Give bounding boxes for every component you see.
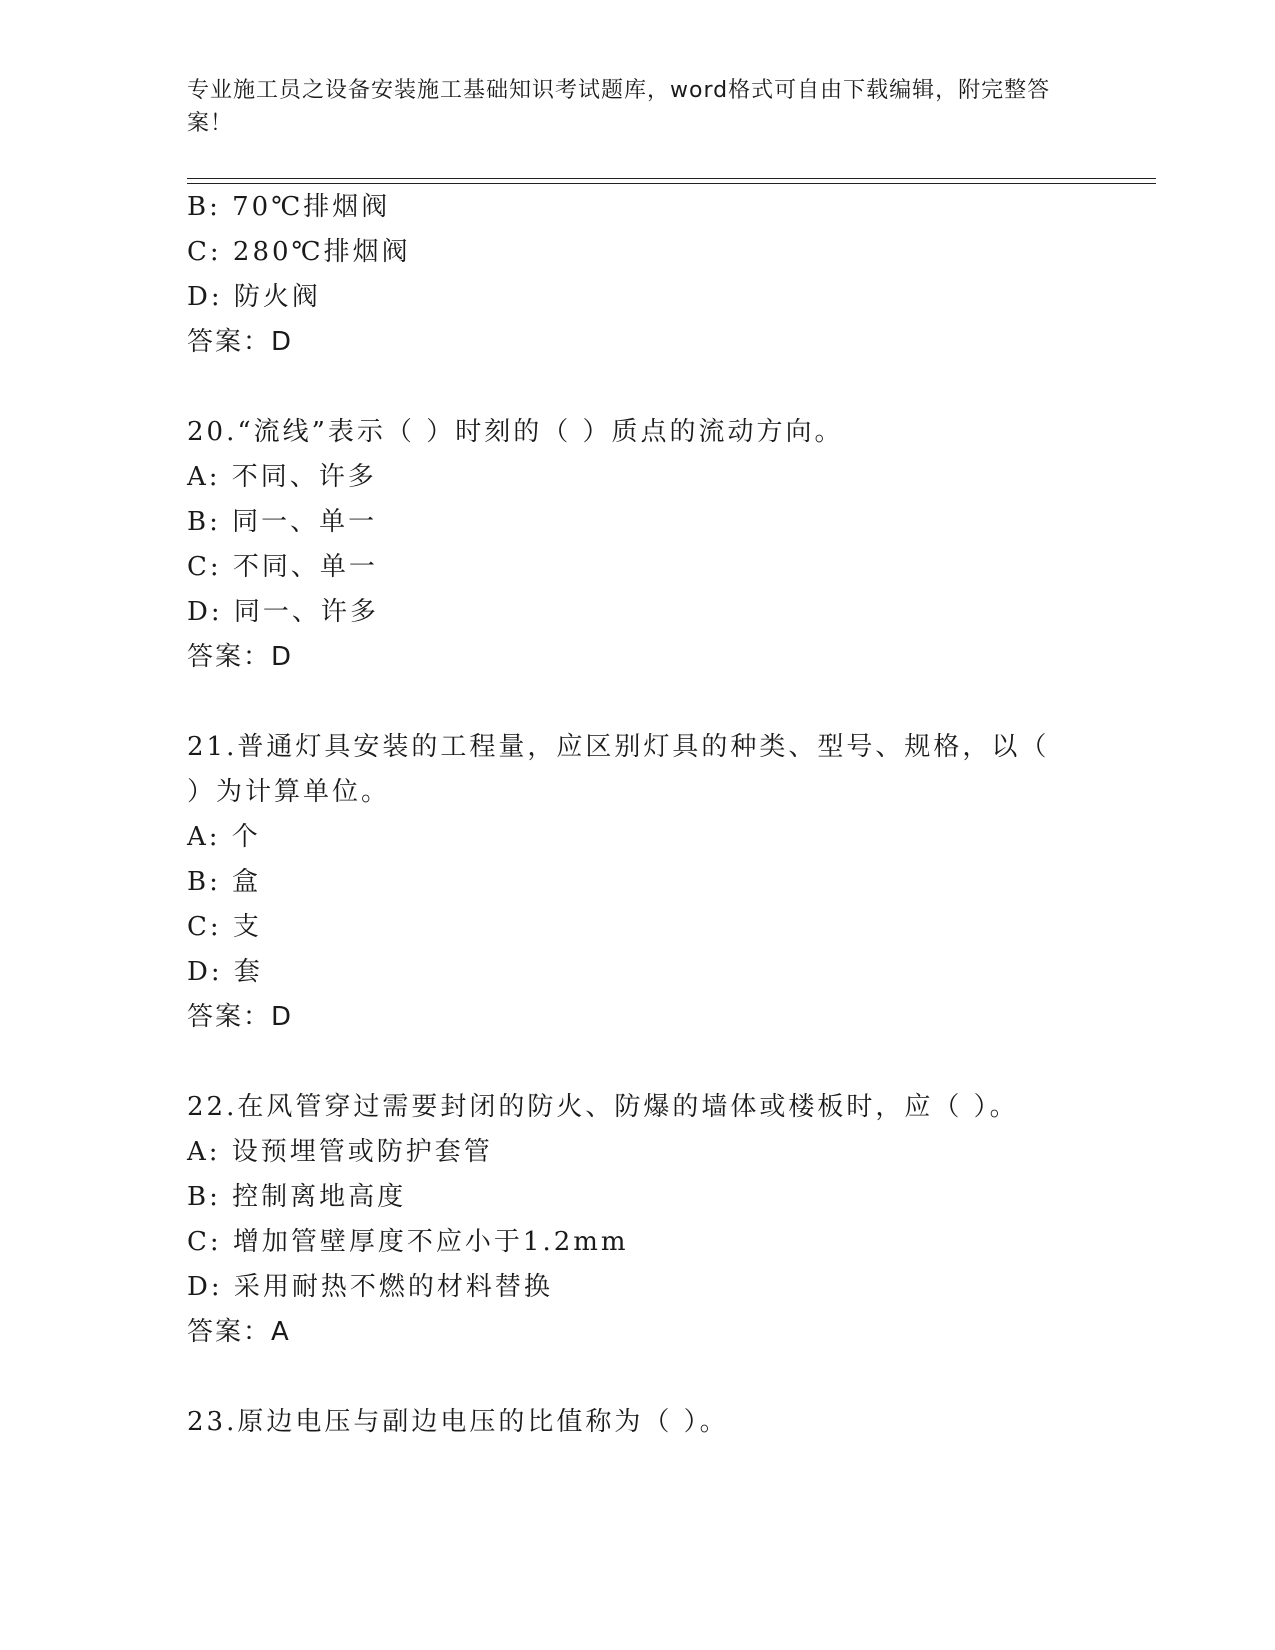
- header-divider-top: [187, 178, 1156, 179]
- header-divider-bottom: [187, 183, 1156, 184]
- option-d: D: 防火阀: [187, 282, 321, 312]
- option-a: A: 个: [187, 822, 261, 852]
- option-b: B: 盒: [187, 867, 262, 897]
- question-21-continued: ）为计算单位。: [187, 777, 391, 807]
- answer-line: 答案：D: [187, 642, 294, 672]
- question-21: 21.普通灯具安装的工程量，应区别灯具的种类、型号、规格，以（: [187, 732, 1050, 762]
- option-c: C: 不同、单一: [187, 552, 378, 582]
- option-b: B: 同一、单一: [187, 507, 378, 537]
- option-a: A: 设预埋管或防护套管: [187, 1137, 493, 1167]
- option-d: D: 同一、许多: [187, 597, 379, 627]
- option-c: C: 280℃排烟阀: [187, 237, 411, 267]
- option-c: C: 增加管壁厚度不应小于1.2mm: [187, 1227, 629, 1257]
- question-20: 20.“流线”表示（ ）时刻的（ ）质点的流动方向。: [187, 417, 844, 447]
- option-a: A: 不同、许多: [187, 462, 377, 492]
- option-c: C: 支: [187, 912, 262, 942]
- answer-line: 答案：A: [187, 1317, 291, 1347]
- answer-line: 答案：D: [187, 1002, 294, 1032]
- answer-line: 答案：D: [187, 327, 294, 357]
- option-b: B: 控制离地高度: [187, 1182, 407, 1212]
- option-d: D: 套: [187, 957, 263, 987]
- option-b: B: 70℃排烟阀: [187, 192, 391, 222]
- option-d: D: 采用耐热不燃的材料替换: [187, 1272, 553, 1302]
- question-22: 22.在风管穿过需要封闭的防火、防爆的墙体或楼板时，应（ ）。: [187, 1092, 1019, 1122]
- question-23: 23.原边电压与副边电压的比值称为（ ）。: [187, 1407, 729, 1437]
- document-header: 专业施工员之设备安装施工基础知识考试题库，word格式可自由下载编辑，附完整答案！: [187, 78, 1051, 136]
